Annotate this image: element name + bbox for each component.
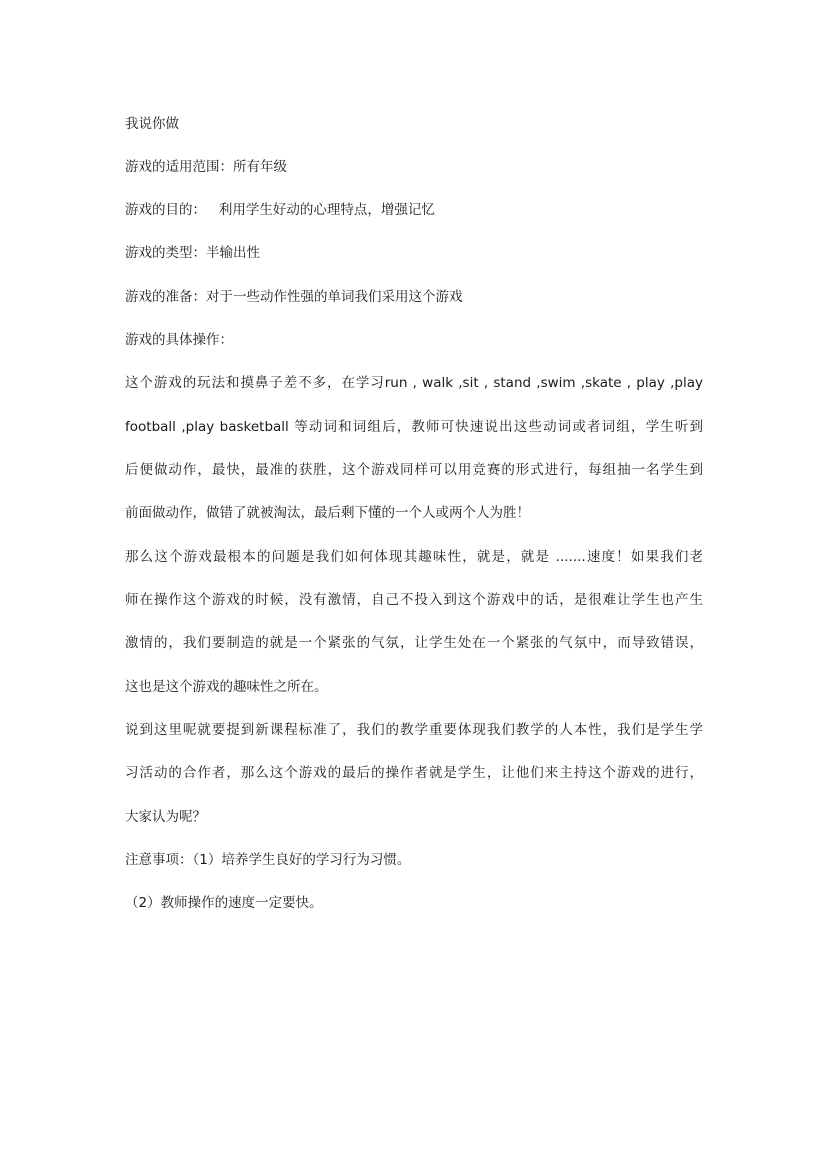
scope-line: 游戏的适用范围：所有年级 — [125, 159, 287, 175]
purpose-line: 游戏的目的： 利用学生好动的心理特点，增强记忆 — [125, 202, 435, 218]
notes-item-2: （2）教师操作的速度一定要快。 — [125, 895, 323, 911]
paragraph2-line: 师在操作这个游戏的时候，没有激情，自己不投入到这个游戏中的话，是很难让学生也产生 — [125, 592, 703, 608]
paragraph1-line: football ,play basketball 等动词和词组后，教师可快速说出这些动词或者词组，学生听到 — [125, 419, 703, 435]
paragraph2-line: 那么这个游戏最根本的问题是我们如何体现其趣味性，就是，就是 .......速度！如果我们老 — [125, 549, 703, 565]
notes-item-1: 注意事项：（1）培养学生良好的学习行为习惯。 — [125, 852, 411, 868]
paragraph2-line: 这也是这个游戏的趣味性之所在。 — [125, 679, 328, 695]
paragraph3-line: 说到这里呢就要提到新课程标准了，我们的教学重要体现我们教学的人本性，我们是学生学 — [125, 722, 703, 738]
paragraph1-line: 前面做动作，做错了就被淘汰，最后剩下懂的一个人或两个人为胜！ — [125, 505, 530, 521]
paragraph2-line: 激情的，我们要制造的就是一个紧张的气氛，让学生处在一个紧张的气氛中，而导致错误， — [125, 635, 703, 651]
document-title: 我说你做 — [125, 116, 179, 132]
preparation-line: 游戏的准备：对于一些动作性强的单词我们采用这个游戏 — [125, 289, 463, 305]
type-line: 游戏的类型：半输出性 — [125, 245, 260, 261]
paragraph1-line: 这个游戏的玩法和摸鼻子差不多，在学习run , walk ,sit , stand ,swim ,skate , play ,play — [125, 375, 703, 391]
paragraph3-line: 习活动的合作者，那么这个游戏的最后的操作者就是学生，让他们来主持这个游戏的进行， — [125, 765, 703, 781]
paragraph3-line: 大家认为呢？ — [125, 809, 206, 825]
operation-heading: 游戏的具体操作： — [125, 332, 233, 348]
paragraph1-line: 后便做动作，最快，最准的获胜，这个游戏同样可以用竞赛的形式进行，每组抽一名学生到 — [125, 462, 703, 478]
